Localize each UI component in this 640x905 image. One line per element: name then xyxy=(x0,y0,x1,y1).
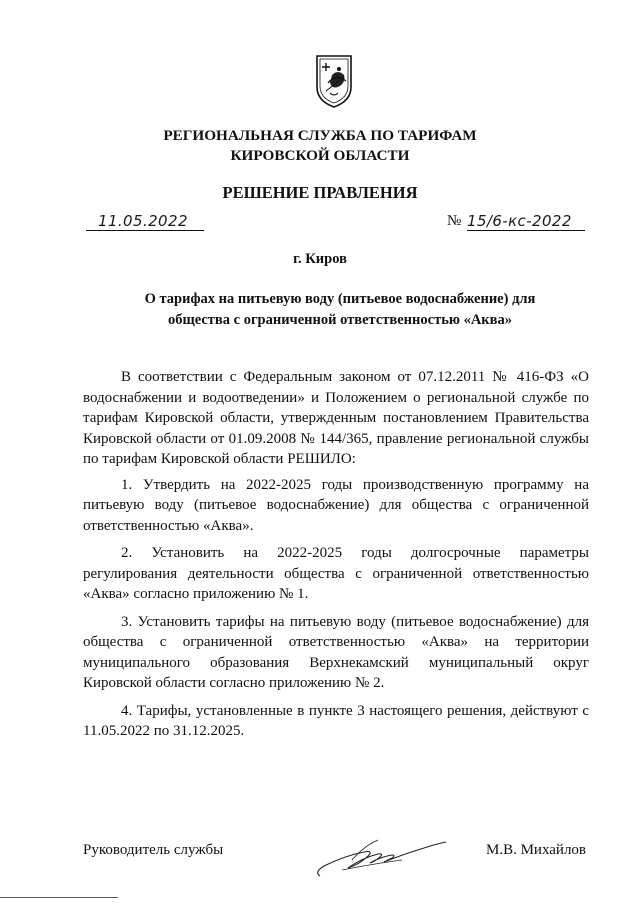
date-underline xyxy=(86,230,204,231)
number-sign: № xyxy=(447,213,462,229)
signer-name: М.В. Михайлов xyxy=(486,842,587,858)
org-name-line2: КИРОВСКОЙ ОБЛАСТИ xyxy=(230,147,410,164)
item-paragraph-3: 3. Установить тарифы на питьевую воду (питьевое водоснабжение) для общества с ограниченной ответственностью «Аква» на территории муниципального образования Верхнекамский муниципальный округ Кировской области согласно приложению № 2. xyxy=(83,613,589,691)
preamble-paragraph: В соответствии с Федеральным законом от 07.12.2011 № 416-ФЗ «О водоснабжении и водоотведении» и Положением о региональной службе по тарифам Кировской области, утвержденным постановлением Правительства Кировской области от 01.09.2008 № 144/365, правление региональной службы по тарифам Кировской области РЕШИЛО: xyxy=(83,369,589,467)
document-date: 11.05.2022 xyxy=(98,212,188,230)
item-paragraph-4: 4. Тарифы, установленные в пункте 3 настоящего решения, действуют с 11.05.2022 по 31.12.2025. xyxy=(83,702,589,739)
signer-position: Руководитель службы xyxy=(83,842,224,858)
footer-divider xyxy=(0,897,118,898)
document-number: 15/6-кс-2022 xyxy=(467,212,572,230)
document-subject: О тарифах на питьевую воду (питьевое водоснабжение) для общества с ограниченной ответственностью «Аква» xyxy=(144,291,536,328)
document-type: РЕШЕНИЕ ПРАВЛЕНИЯ xyxy=(222,183,418,202)
number-underline xyxy=(467,230,585,231)
coat-of-arms-icon xyxy=(314,53,354,109)
city-label: г. Киров xyxy=(293,251,347,267)
item-paragraph-2: 2. Установить на 2022-2025 годы долгосрочные параметры регулирования деятельности общества с ограниченной ответственностью «Аква» согласно приложению № 1. xyxy=(83,545,589,602)
item-paragraph-1: 1. Утвердить на 2022-2025 годы производственную программу на питьевую воду (питьевое водоснабжение) для общества с ограниченной ответственностью «Аква». xyxy=(83,476,589,534)
handwritten-signature-icon xyxy=(312,826,472,882)
document-body xyxy=(83,367,589,749)
org-name-line1: РЕГИОНАЛЬНАЯ СЛУЖБА ПО ТАРИФАМ xyxy=(163,127,477,144)
